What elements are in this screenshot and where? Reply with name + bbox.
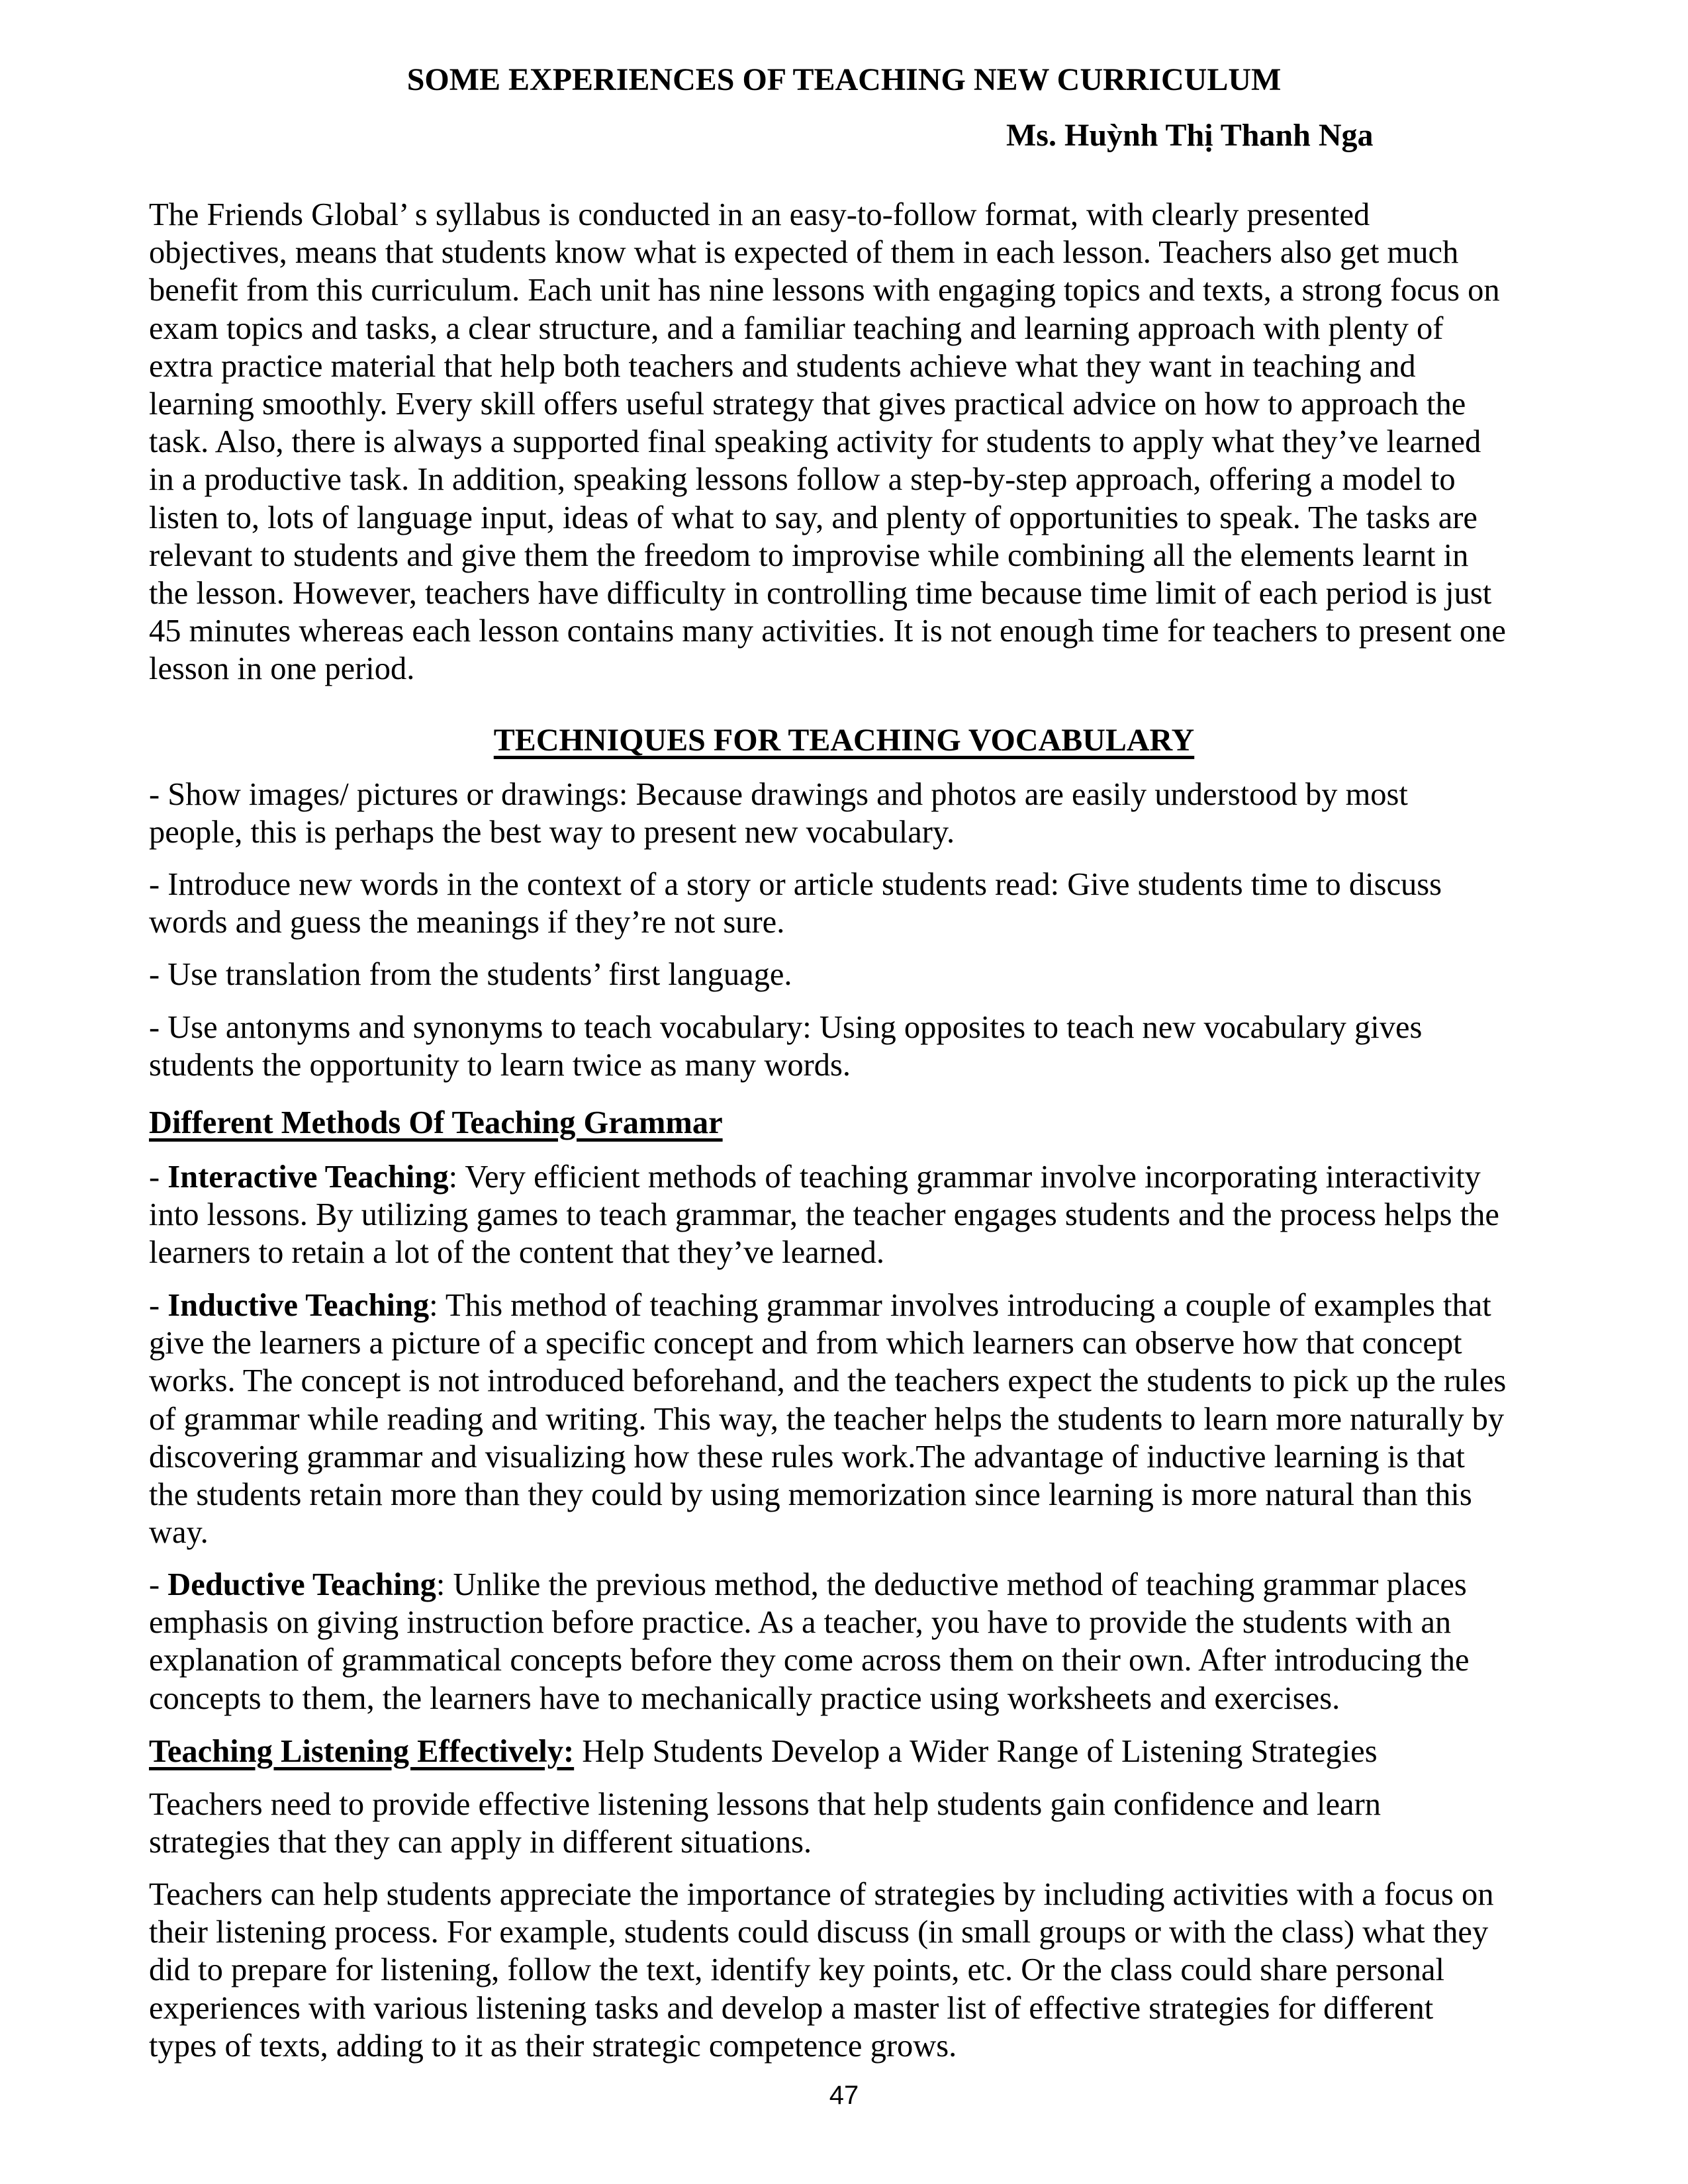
grammar-item-deductive (149, 1566, 1539, 1717)
listening-line: their listening process. For example, students could discuss (in small groups or with the class) what they (149, 1915, 1489, 1950)
vocabulary-line: people, this is perhaps the best way to present new vocabulary. (149, 815, 955, 850)
intro-line: the lesson. However, teachers have difficulty in controlling time because time limit of each period is just (149, 576, 1492, 612)
bullet-dash: - (149, 1288, 168, 1323)
grammar-line: explanation of grammatical concepts before they come across them on their own. After introducing the (149, 1643, 1470, 1678)
grammar-heading (149, 1104, 1539, 1142)
vocabulary-heading (0, 721, 1688, 760)
vocabulary-item (149, 776, 1539, 851)
intro-line: 45 minutes whereas each lesson contains many activities. It is not enough time for teachers to present one (149, 614, 1506, 649)
grammar-line: discovering grammar and visualizing how these rules work.The advantage of inductive learning is that (149, 1439, 1465, 1475)
intro-line: benefit from this curriculum. Each unit has nine lessons with engaging topics and texts, a strong focus on (149, 273, 1500, 308)
listening-line: Teachers need to provide effective listening lessons that help students gain confidence and learn (149, 1787, 1381, 1822)
intro-line: task. Also, there is always a supported final speaking activity for students to apply what they’ve learned (149, 424, 1481, 460)
vocabulary-heading-text: TECHNIQUES FOR TEACHING VOCABULARY (493, 723, 1195, 758)
listening-heading (149, 1733, 1539, 1770)
grammar-heading-text: Different Methods Of Teaching Grammar (149, 1105, 723, 1140)
vocabulary-line: - Introduce new words in the context of a story or article students read: Give students time to discuss (149, 867, 1442, 902)
listening-line: experiences with various listening tasks and develop a master list of effective strategies for different (149, 1990, 1434, 2026)
vocabulary-item (149, 866, 1539, 941)
grammar-term-rest: : Very efficient methods of teaching grammar involve incorporating interactivity (448, 1160, 1481, 1195)
grammar-item-interactive (149, 1158, 1539, 1272)
vocabulary-line: - Show images/ pictures or drawings: Because drawings and photos are easily understood by most (149, 777, 1408, 812)
grammar-line: of grammar while reading and writing. This way, the teacher helps the students to learn more naturally by (149, 1401, 1505, 1437)
listening-subheading: Help Students Develop a Wider Range of Listening Strategies (574, 1734, 1378, 1769)
intro-line: in a productive task. In addition, speaking lessons follow a step-by-step approach, offering a model to (149, 462, 1456, 498)
bullet-dash: - (149, 1160, 168, 1195)
grammar-line: concepts to them, the learners have to mechanically practice using worksheets and exercises. (149, 1680, 1340, 1716)
grammar-item-first-line (149, 1287, 1539, 1324)
intro-line: exam topics and tasks, a clear structure, and a familiar teaching and learning approach with plenty of (149, 310, 1444, 346)
listening-line: Teachers can help students appreciate the importance of strategies by including activities with a focus on (149, 1877, 1494, 1912)
vocabulary-line: words and guess the meanings if they’re not sure. (149, 905, 785, 940)
grammar-line: works. The concept is not introduced beforehand, and the teachers expect the students to pick up the rules (149, 1363, 1507, 1399)
listening-line: did to prepare for listening, follow the text, identify key points, etc. Or the class could share personal (149, 1952, 1444, 1988)
grammar-term-rest: : Unlike the previous method, the deductive method of teaching grammar places (436, 1567, 1467, 1602)
intro-line: objectives, means that students know what is expected of them in each lesson. Teachers also get much (149, 235, 1459, 271)
document-title: SOME EXPERIENCES OF TEACHING NEW CURRICULUM (406, 62, 1282, 97)
grammar-term: Interactive Teaching (167, 1160, 449, 1195)
grammar-item-first-line (149, 1158, 1539, 1196)
intro-line: lesson in one period. (149, 651, 415, 687)
intro-line: relevant to students and give them the freedom to improvise while combining all the elements learnt in (149, 537, 1469, 573)
grammar-line: into lessons. By utilizing games to teach grammar, the teacher engages students and the process helps the (149, 1197, 1499, 1233)
author-name: Ms. Huỳnh Thị Thanh Nga (1006, 118, 1374, 153)
vocabulary-item (149, 956, 1539, 993)
bullet-dash: - (149, 1567, 168, 1602)
intro-line: listen to, lots of language input, ideas of what to say, and plenty of opportunities to speak. The tasks are (149, 500, 1477, 535)
grammar-item-first-line (149, 1566, 1539, 1604)
grammar-line: emphasis on giving instruction before practice. As a teacher, you have to provide the students with an (149, 1605, 1452, 1641)
listening-paragraph (149, 1786, 1539, 1861)
vocabulary-line: - Use antonyms and synonyms to teach vocabulary: Using opposites to teach new vocabulary gives (149, 1010, 1423, 1045)
grammar-term: Deductive Teaching (167, 1567, 436, 1602)
grammar-line: give the learners a picture of a specific concept and from which learners can observe how that concept (149, 1326, 1462, 1361)
page-number: 47 (829, 2081, 859, 2110)
vocabulary-line: students the opportunity to learn twice as many words. (149, 1048, 851, 1083)
intro-paragraph (149, 196, 1539, 688)
intro-line: extra practice material that help both teachers and students achieve what they want in teaching and (149, 348, 1416, 384)
grammar-line: way. (149, 1515, 209, 1551)
grammar-term: Inductive Teaching (167, 1288, 430, 1323)
grammar-line: learners to retain a lot of the content that they’ve learned. (149, 1235, 884, 1271)
grammar-item-inductive (149, 1287, 1539, 1551)
vocabulary-line: - Use translation from the students’ first language. (149, 957, 792, 992)
grammar-term-rest: : This method of teaching grammar involves introducing a couple of examples that (429, 1288, 1491, 1323)
vocabulary-item (149, 1009, 1539, 1084)
listening-paragraph (149, 1876, 1539, 2065)
intro-line: The Friends Global’ s syllabus is conducted in an easy-to-follow format, with clearly presented (149, 197, 1370, 232)
grammar-line: the students retain more than they could by using memorization since learning is more natural than this (149, 1477, 1472, 1513)
listening-heading-line (149, 1733, 1539, 1770)
listening-line: strategies that they can apply in different situations. (149, 1825, 812, 1860)
listening-heading-text: Teaching Listening Effectively: (149, 1734, 575, 1769)
intro-line: learning smoothly. Every skill offers useful strategy that gives practical advice on how to approach the (149, 387, 1466, 422)
listening-line: types of texts, adding to it as their strategic competence grows. (149, 2028, 957, 2064)
